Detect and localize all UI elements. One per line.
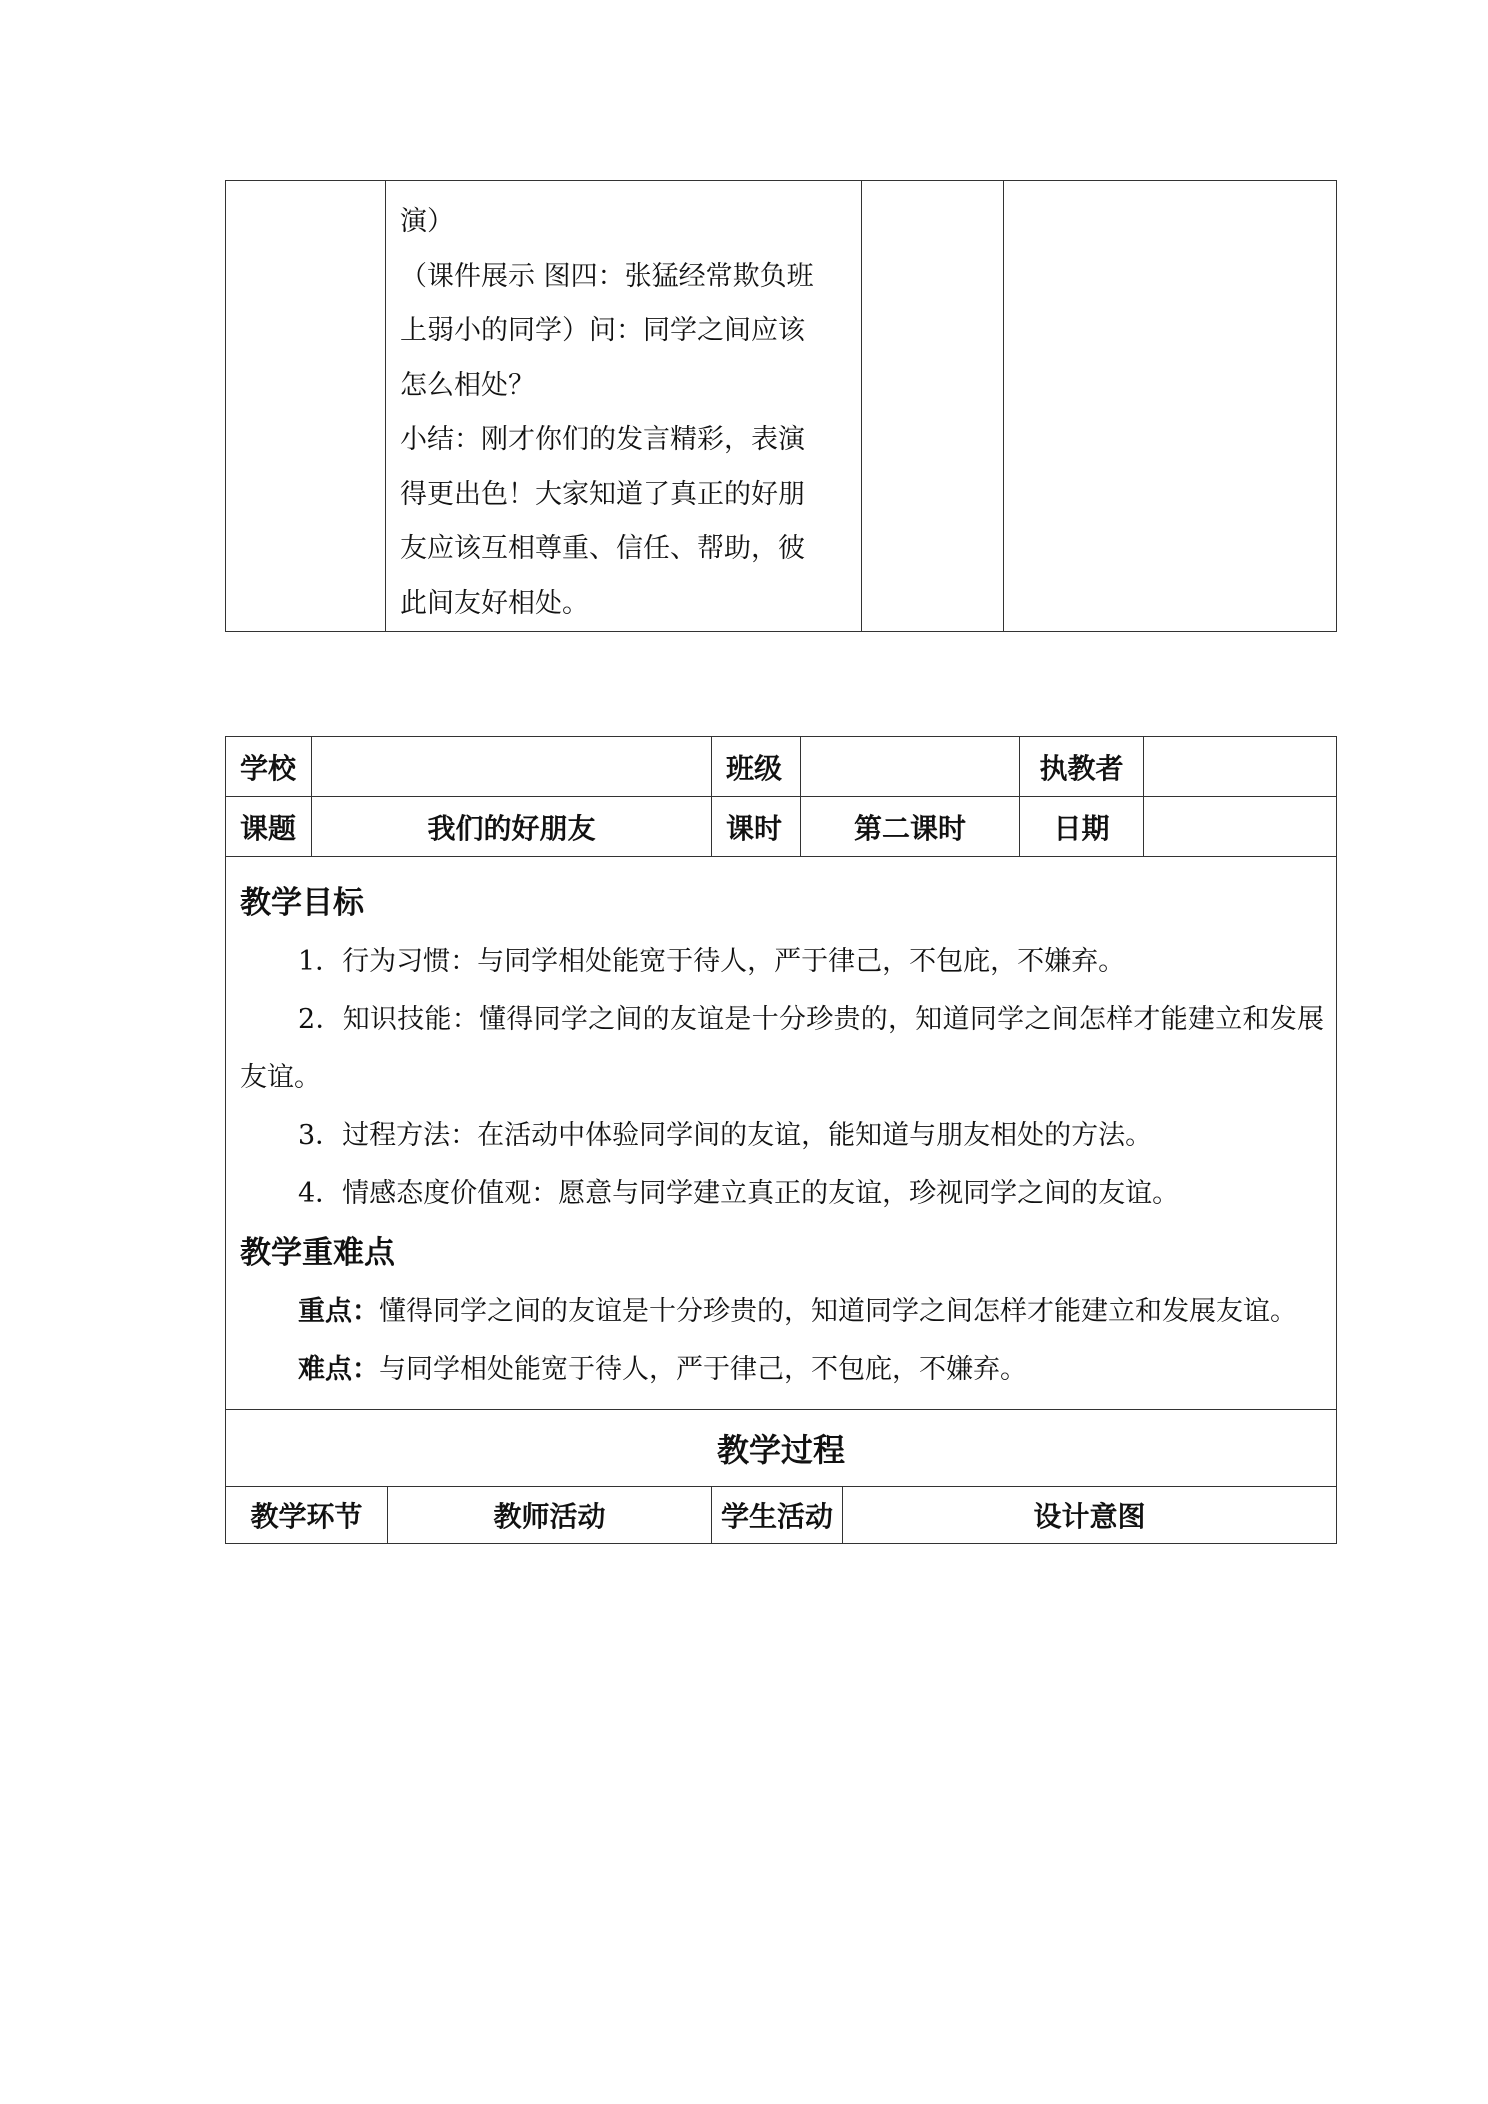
cont-line: 此间友好相处。 — [400, 587, 589, 619]
objective-item: 2．知识技能：懂得同学之间的友谊是十分珍贵的，知道同学之间怎样才能建立和发展友谊。 — [240, 1004, 1325, 1093]
period-value: 第二课时 — [801, 797, 1020, 857]
cont-design-intent-cell — [1004, 181, 1337, 632]
school-value — [312, 737, 712, 797]
key-point-paragraph — [240, 1283, 1324, 1341]
column-header-teacher-activity: 教师活动 — [388, 1487, 712, 1544]
cont-line: （课件展示 图四：张猛经常欺负班 — [400, 260, 814, 292]
teacher-value — [1144, 737, 1337, 797]
objective-item: 4．情感态度价值观：愿意与同学建立真正的友谊，珍视同学之间的友谊。 — [298, 1178, 1180, 1209]
column-header-design-intent: 设计意图 — [843, 1487, 1337, 1544]
continuation-table — [225, 180, 1337, 632]
teacher-label: 执教者 — [1020, 737, 1144, 797]
key-point-label: 重点： — [298, 1296, 379, 1327]
date-label: 日期 — [1020, 797, 1144, 857]
process-title: 教学过程 — [226, 1410, 1337, 1487]
cont-line: 得更出色！大家知道了真正的好朋 — [400, 478, 805, 510]
class-label: 班级 — [712, 737, 801, 797]
cont-line: 演） — [400, 206, 454, 237]
lesson-plan-table — [225, 736, 1337, 1544]
topic-value: 我们的好朋友 — [312, 797, 712, 857]
objectives-section — [226, 857, 1337, 1410]
cont-line: 小结：刚才你们的发言精彩，表演 — [400, 424, 805, 455]
period-label: 课时 — [712, 797, 801, 857]
topic-label: 课题 — [226, 797, 312, 857]
objectives-title: 教学目标 — [240, 885, 364, 921]
key-points-title: 教学重难点 — [240, 1235, 395, 1271]
cont-line: 怎么相处？ — [400, 369, 535, 401]
class-value — [801, 737, 1020, 797]
cont-teacher-activity-cell — [386, 181, 862, 632]
cont-student-activity-cell — [862, 181, 1004, 632]
objective-item: 1．行为习惯：与同学相处能宽于待人，严于律己，不包庇，不嫌弃。 — [298, 946, 1126, 977]
difficult-point-label: 难点： — [298, 1354, 379, 1385]
date-value — [1144, 797, 1337, 857]
cont-line: 上弱小的同学）问：同学之间应该 — [400, 315, 805, 346]
column-header-stage: 教学环节 — [226, 1487, 388, 1544]
school-label: 学校 — [226, 737, 312, 797]
objective-item: 3．过程方法：在活动中体验同学间的友谊，能知道与朋友相处的方法。 — [298, 1120, 1153, 1151]
cont-line: 友应该互相尊重、信任、帮助，彼 — [400, 533, 805, 564]
difficult-point-paragraph — [240, 1341, 1324, 1399]
key-point-text: 懂得同学之间的友谊是十分珍贵的，知道同学之间怎样才能建立和发展友谊。 — [379, 1296, 1297, 1327]
column-header-student-activity: 学生活动 — [712, 1487, 843, 1544]
cont-stage-cell — [226, 181, 386, 632]
difficult-point-text: 与同学相处能宽于待人，严于律己，不包庇，不嫌弃。 — [379, 1354, 1027, 1385]
